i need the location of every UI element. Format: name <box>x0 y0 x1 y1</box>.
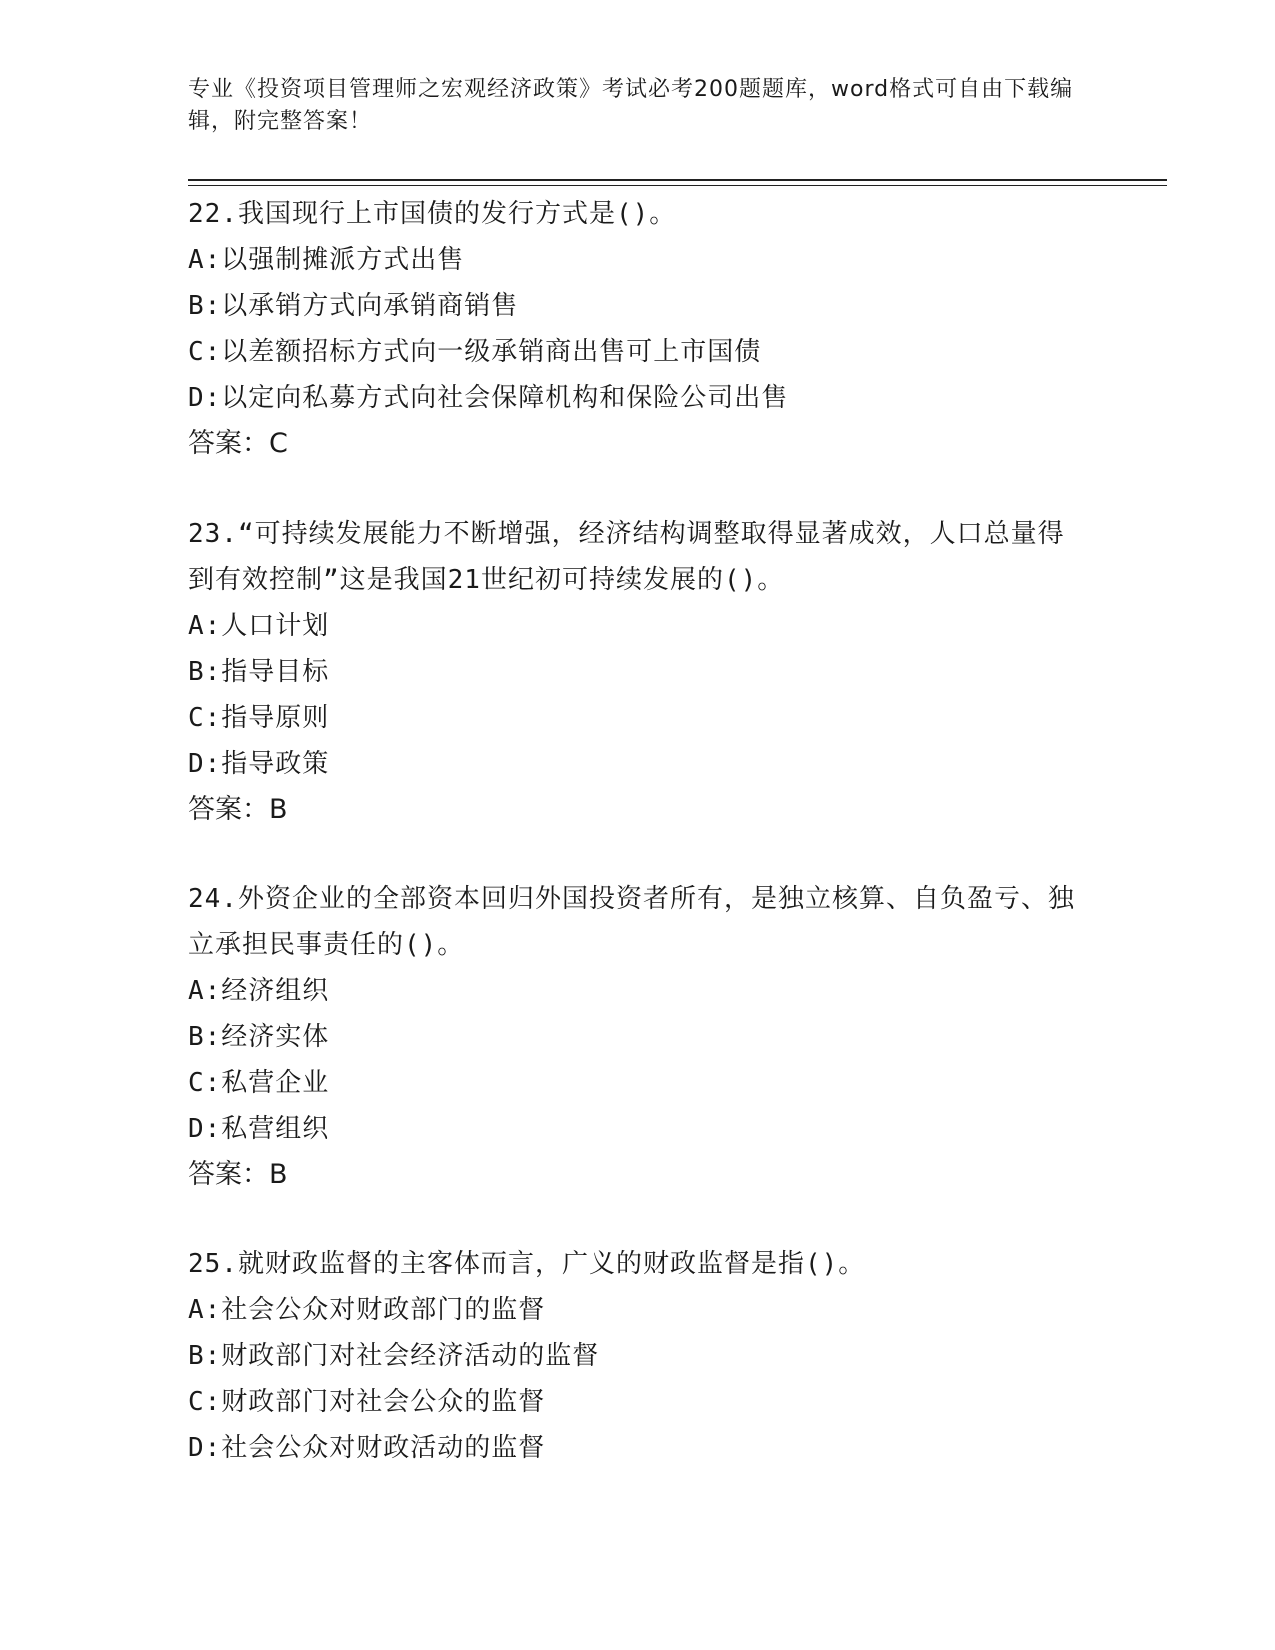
option-b: B:指导目标 <box>188 657 330 687</box>
option-d: D:私营组织 <box>188 1114 330 1144</box>
option-b: B:经济实体 <box>188 1022 330 1052</box>
header-divider-thick <box>188 179 1167 181</box>
option-a: A:社会公众对财政部门的监督 <box>188 1295 546 1325</box>
answer-line: 答案：C <box>188 428 288 459</box>
option-d: D:指导政策 <box>188 749 330 779</box>
option-d: D:以定向私募方式向社会保障机构和保险公司出售 <box>188 383 789 413</box>
option-d: D:社会公众对财政活动的监督 <box>188 1433 546 1463</box>
question-stem: 22.我国现行上市国债的发行方式是()。 <box>188 199 677 229</box>
option-c: C:以差额招标方式向一级承销商出售可上市国债 <box>188 337 762 367</box>
option-a: A:人口计划 <box>188 611 330 641</box>
question-block <box>188 191 1088 467</box>
header-divider-thin <box>188 185 1167 186</box>
document-intro: 专业《投资项目管理师之宏观经济政策》考试必考200题题库，word格式可自由下载编辑，附完整答案！ <box>188 77 1074 134</box>
question-stem: 24.外资企业的全部资本回归外国投资者所有，是独立核算、自负盈亏、独立承担民事责任的()。 <box>188 884 1075 960</box>
answer-line: 答案：B <box>188 1159 288 1190</box>
question-block <box>188 876 1088 1198</box>
option-a: A:以强制摊派方式出售 <box>188 245 465 275</box>
option-c: C:私营企业 <box>188 1068 330 1098</box>
question-block <box>188 1241 1088 1471</box>
option-c: C:财政部门对社会公众的监督 <box>188 1387 546 1417</box>
option-c: C:指导原则 <box>188 703 330 733</box>
option-b: B:财政部门对社会经济活动的监督 <box>188 1341 600 1371</box>
option-a: A:经济组织 <box>188 976 330 1006</box>
question-stem: 25.就财政监督的主客体而言，广义的财政监督是指()。 <box>188 1249 866 1279</box>
question-block <box>188 511 1088 833</box>
option-b: B:以承销方式向承销商销售 <box>188 291 519 321</box>
answer-line: 答案：B <box>188 794 288 825</box>
question-stem: 23.“可持续发展能力不断增强，经济结构调整取得显著成效，人口总量得到有效控制”这是我国21世纪初可持续发展的()。 <box>188 519 1065 595</box>
